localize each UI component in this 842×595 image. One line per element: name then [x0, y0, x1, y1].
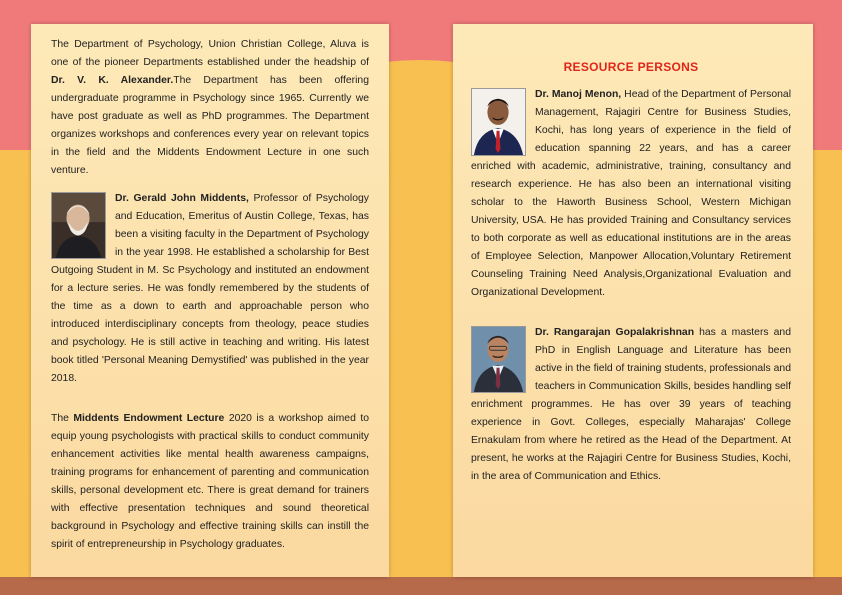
gopalakrishnan-photo — [471, 326, 526, 393]
alexander-name: Dr. V. K. Alexander. — [51, 75, 174, 86]
lecture-name: Middents Endowment Lecture — [73, 413, 225, 424]
footer-band — [0, 577, 842, 595]
middents-paragraph: Dr. Gerald John Middents, Professor of Psychology and Education, Emeritus of Austin College, Texas, has been a visiting faculty in the Department of Psychology in the year 1998. He established a scholarship for Best Outgoing Student in M. Sc Psychology and instituted an endowment for a lecture series. He was fondly remembered by the students of the time as a down to earth and approachable person who introduced interdisciplinary concepts from theology, peace studies and psychology. He is still active in teaching and writing. His latest book titled 'Personal Meaning Demystified' was published in the year 2018. — [51, 193, 369, 384]
middents-name: Dr. Gerald John Middents, — [115, 193, 249, 204]
menon-paragraph: Dr. Manoj Menon, Head of the Department of Personal Management, Rajagiri Centre for Business Studies, Kochi, has long years of experience in the field of education spanning 22 years, and has a career enriched with academic, administrative, training, consultancy and research experience. He has also been an international visiting scholar to the Haworth Business School, Western Michigan University, USA. He has provided Training and Consultancy services to both corporate as well as educational institutions are in the areas of Employee Selection, Manpower Allocation,Voluntary Retirement Counseling Training Need Analysis,Organizational Evaluation and Organizational Development. — [471, 89, 791, 298]
lecture-paragraph: The Middents Endowment Lecture 2020 is a workshop aimed to equip young psychologists with practical skills to conduct community enhancement activities like mental health awareness campaigns, training programs for enhancement of parenting and communication skills, personal development etc. There is great demand for trainers with effective presentation techniques and sound theoretical background in Psychology and effective training skills can instill the spirit of entrepreneurship in Psychology graduates. — [51, 413, 369, 550]
menon-photo — [471, 88, 526, 156]
gopalakrishnan-name: Dr. Rangarajan Gopalakrishnan — [535, 327, 695, 338]
left-panel — [31, 24, 389, 577]
middents-photo — [51, 192, 106, 259]
resource-persons-heading: RESOURCE PERSONS — [563, 60, 699, 74]
gopalakrishnan-paragraph: Dr. Rangarajan Gopalakrishnan has a masters and PhD in English Language and Literature has been active in the field of training students, professionals and teachers in Communication Skills, besides handling self enrichment programmes. He has over 39 years of teaching experience in Govt. Colleges, especially Maharajas' College Ernakulam from where he retired as the Head of the Department. At present, he works at the Rajagiri Centre for Business Studies, Kochi, in the area of Communication and Ethics. — [471, 327, 791, 482]
menon-name: Dr. Manoj Menon, — [535, 89, 622, 100]
right-panel — [453, 24, 813, 577]
intro-paragraph: The Department of Psychology, Union Christian College, Aluva is one of the pioneer Departments established under the headship of Dr. V. K. Alexander.The Department has been offering undergraduate programme in Psychology since 1965. Currently we have post graduate as well as PhD programmes. The Department organizes workshops and conferences every year on relevant topics in the field and the Middents Endowment Lecture in one such venture. — [51, 39, 369, 176]
